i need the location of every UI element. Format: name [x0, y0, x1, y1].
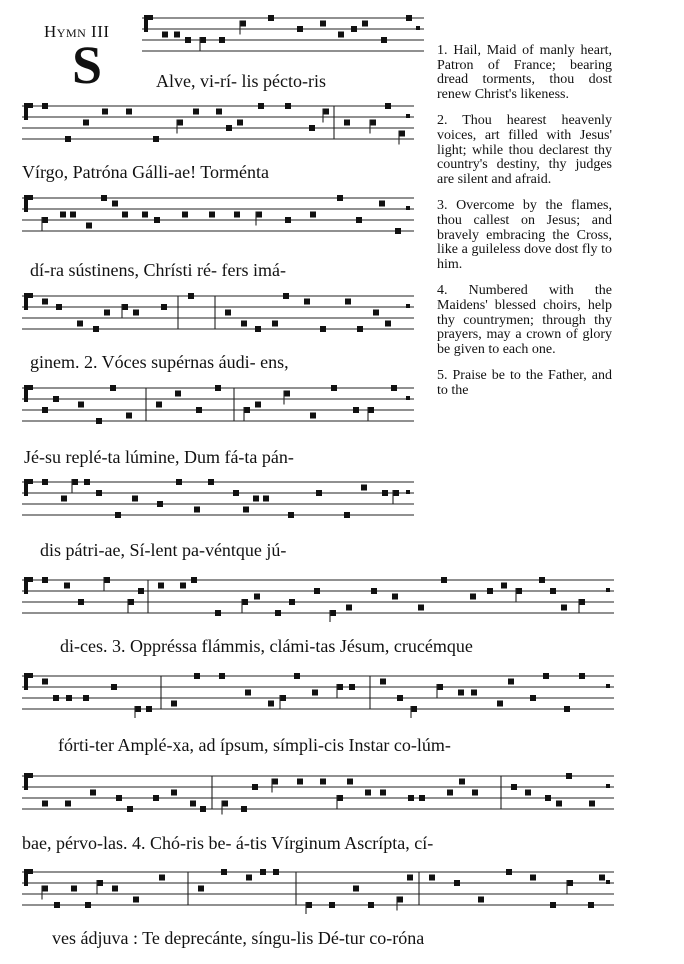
staff-2 [22, 100, 414, 148]
translation-column [437, 44, 612, 410]
clef-icon [24, 577, 28, 594]
lyric-line-1: Alve, vi-rí- lis pécto-ris [156, 71, 326, 91]
staff-1 [142, 12, 424, 62]
lyric-line-8: fórti-ter Amplé-xa, ad ípsum, símpli-cis Instar co-lúm- [58, 735, 451, 755]
translation-verse-5: 5. Praise be to the Father, and to the [437, 368, 612, 398]
drop-cap-initial: S [72, 35, 103, 95]
translation-verse-4: 4. Numbered with the Maidens' blessed choirs, help thy countrymen; through thy prayers, may a crown of glory be given to each one. [437, 283, 612, 357]
clef-icon [144, 15, 148, 32]
lyric-line-3: dí-ra sústinens, Chrísti ré- fers imá- [30, 260, 286, 280]
staff-4 [22, 290, 414, 338]
lyric-line-4: ginem. 2. Vóces supérnas áudi- ens, [30, 352, 289, 372]
staff-9 [22, 770, 614, 818]
clef-icon [24, 195, 28, 212]
lyric-line-9: bae, pérvo-las. 4. Chó-ris be- á-tis Vírginum Ascrípta, cí- [22, 833, 434, 853]
staff-5 [22, 382, 414, 430]
clef-icon [24, 385, 28, 402]
staff-6 [22, 476, 414, 524]
lyric-line-6: dis pátri-ae, Sí-lent pa-véntque jú- [40, 540, 287, 560]
lyric-line-10: ves ádjuva : Te deprecánte, síngu-lis Dé-tur co-róna [52, 928, 425, 948]
lyric-line-2: Vírgo, Patróna Gálli-ae! Torménta [22, 162, 269, 182]
lyric-line-5: Jé-su replé-ta lúmine, Dum fá-ta pán- [24, 447, 294, 467]
staff-10 [22, 866, 614, 914]
translation-verse-2: 2. Thou hearest heavenly voices, art filled with Jesus' light; while thou declarest thy country's destiny, thy judges are silent and afraid. [437, 113, 612, 187]
clef-icon [24, 773, 28, 790]
staff-3 [22, 192, 414, 240]
clef-icon [24, 479, 28, 496]
clef-icon [24, 673, 28, 690]
hymn-label: Hymn III [44, 22, 110, 41]
staff-7 [22, 574, 614, 622]
clef-icon [24, 293, 28, 310]
staff-8 [22, 670, 614, 718]
translation-verse-1: 1. Hail, Maid of manly heart, Patron of France; bearing dread torments, thou dost renew Christ's likeness. [437, 43, 612, 102]
lyric-line-7: di-ces. 3. Oppréssa flámmis, clámi-tas Jésum, crucémque [60, 636, 473, 656]
translation-verse-3: 3. Overcome by the flames, thou callest on Jesus; and bravely embracing the Cross, like a guileless dove dost fly to him. [437, 198, 612, 272]
clef-icon [24, 869, 28, 886]
clef-icon [24, 103, 28, 120]
